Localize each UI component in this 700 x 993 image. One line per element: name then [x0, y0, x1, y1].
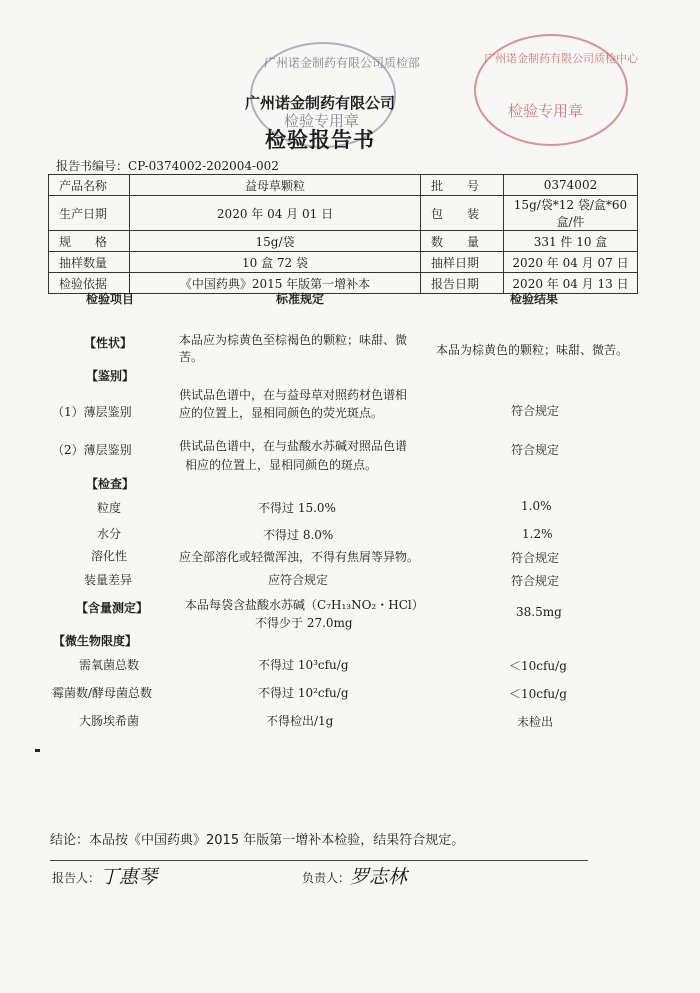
- solubility-label: 溶化性: [91, 549, 128, 563]
- signature-divider: [50, 860, 588, 861]
- stamp-right-ring-text: 广州诺金制药有限公司质检中心: [484, 52, 638, 65]
- column-header-item: 检验项目: [86, 292, 135, 306]
- column-header-result: 检验结果: [510, 292, 559, 306]
- sample-quantity-label: 抽样数量: [49, 252, 130, 273]
- aerobic-standard: 不得过 10³cfu/g: [258, 658, 349, 672]
- report-date-value: 2020 年 04 月 13 日: [504, 273, 638, 294]
- character-standard-line1: 本品应为棕黄色至棕褐色的颗粒；味甜、微: [179, 333, 408, 347]
- fill-variation-standard: 应符合规定: [268, 573, 329, 587]
- production-date-label: 生产日期: [49, 196, 130, 231]
- responsible-label: 负责人：: [302, 871, 351, 885]
- solubility-result: 符合规定: [511, 551, 560, 565]
- scan-mark: [35, 749, 40, 752]
- sample-date-value: 2020 年 04 月 07 日: [504, 252, 638, 273]
- batch-value: 0374002: [504, 175, 638, 196]
- column-header-standard: 标准规定: [276, 292, 325, 306]
- tlc2-label: （2）薄层鉴别: [52, 443, 132, 457]
- report-date-label: 报告日期: [421, 273, 504, 294]
- production-date-value: 2020 年 04 月 01 日: [130, 196, 421, 231]
- basis-label: 检验依据: [49, 273, 130, 294]
- mold-yeast-result: ＜10cfu/g: [509, 687, 567, 701]
- stamp-left-ring-text: 广州诺金制药有限公司质检部: [264, 56, 421, 70]
- solubility-standard: 应全部溶化或轻微浑浊，不得有焦屑等异物。: [179, 550, 420, 564]
- sample-quantity-value: 10 盒 72 袋: [130, 252, 421, 273]
- product-name-value: 益母草颗粒: [130, 175, 421, 196]
- granularity-label: 粒度: [97, 501, 122, 515]
- spec-label: 规 格: [49, 231, 130, 252]
- moisture-label: 水分: [97, 527, 122, 541]
- granularity-result: 1.0%: [521, 499, 552, 513]
- fill-variation-result: 符合规定: [511, 574, 560, 588]
- section-inspection-label: 【检查】: [86, 477, 135, 491]
- package-label: 包 装: [421, 196, 504, 231]
- ecoli-result: 未检出: [517, 715, 554, 729]
- reporter-label: 报告人：: [52, 871, 101, 885]
- responsible-signature: 罗志林: [350, 866, 408, 888]
- stamp-right-center-text: 检验专用章: [508, 102, 584, 120]
- quantity-value: 331 件 10 盒: [504, 231, 638, 252]
- report-number-label: 报告书编号：: [56, 159, 129, 173]
- batch-label: 批 号: [421, 175, 504, 196]
- character-result: 本品为棕黄色的颗粒；味甜、微苦。: [436, 343, 629, 357]
- company-name: 广州诺金制药有限公司: [244, 94, 395, 112]
- tlc2-standard-line2: 相应的位置上，显相同颜色的斑点。: [185, 458, 378, 472]
- moisture-standard: 不得过 8.0%: [263, 528, 334, 542]
- section-character-label: 【性状】: [84, 336, 133, 350]
- aerobic-label: 需氧菌总数: [79, 658, 140, 672]
- tlc2-result: 符合规定: [511, 443, 560, 457]
- character-standard-line2: 苦。: [179, 350, 204, 364]
- sample-date-label: 抽样日期: [421, 252, 504, 273]
- spec-value: 15g/袋: [130, 231, 421, 252]
- section-assay-label: 【含量测定】: [76, 601, 149, 615]
- ecoli-label: 大肠埃希菌: [79, 714, 140, 728]
- section-identification-label: 【鉴别】: [86, 369, 135, 383]
- conclusion-text: 结论：本品按《中国药典》2015 年版第一增补本检验，结果符合规定。: [50, 833, 465, 848]
- moisture-result: 1.2%: [522, 527, 553, 541]
- fill-variation-label: 装量差异: [84, 573, 133, 587]
- report-number-value: CP-0374002-202004-002: [128, 159, 279, 173]
- basis-value: 《中国药典》2015 年版第一增补本: [130, 273, 421, 294]
- section-microbial-label: 【微生物限度】: [53, 634, 138, 648]
- assay-standard-line2: 不得少于 27.0mg: [255, 616, 353, 630]
- aerobic-result: ＜10cfu/g: [509, 659, 567, 673]
- report-number: [56, 157, 279, 174]
- ecoli-standard: 不得检出/1g: [266, 714, 334, 728]
- tlc1-standard-line2: 应的位置上，显相同颜色的荧光斑点。: [179, 406, 384, 420]
- mold-yeast-standard: 不得过 10²cfu/g: [258, 686, 349, 700]
- stamp-left-center-text: 检验专用章: [284, 112, 360, 130]
- product-name-label: 产品名称: [49, 175, 130, 196]
- granularity-standard: 不得过 15.0%: [258, 501, 336, 515]
- page-title: 检验报告书: [265, 128, 375, 152]
- quantity-label: 数 量: [421, 231, 504, 252]
- tlc2-standard-line1: 供试品色谱中，在与盐酸水苏碱对照品色谱: [179, 439, 408, 453]
- tlc1-label: （1）薄层鉴别: [52, 405, 132, 419]
- product-info-table: [48, 174, 638, 294]
- assay-standard-line1: 本品每袋含盐酸水苏碱（C₇H₁₃NO₂・HCl）: [185, 598, 424, 612]
- tlc1-result: 符合规定: [511, 404, 560, 418]
- assay-result: 38.5mg: [516, 605, 562, 619]
- mold-yeast-label: 霉菌数/酵母菌总数: [52, 686, 153, 700]
- reporter-signature: 丁惠琴: [100, 866, 158, 888]
- package-value: 15g/袋*12 袋/盒*60 盒/件: [504, 196, 638, 231]
- tlc1-standard-line1: 供试品色谱中，在与益母草对照药材色谱相: [179, 388, 408, 402]
